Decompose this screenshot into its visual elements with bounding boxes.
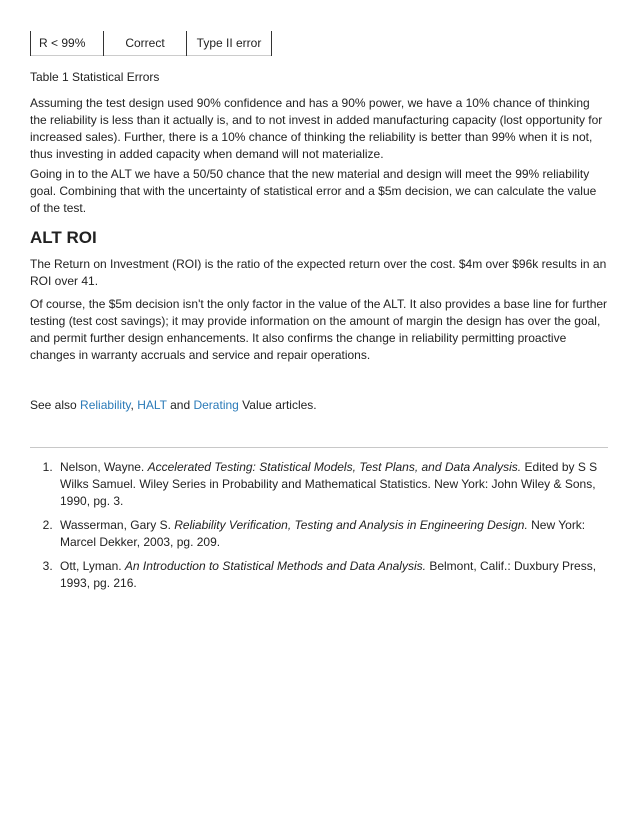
table-caption: Table 1 Statistical Errors — [30, 70, 160, 84]
reference-title: An Introduction to Statistical Methods and Data Analysis. — [124, 559, 426, 573]
reference-details: Edited by S S Wilks Samuel. Wiley Series in Probability and Mathematical Statistics. New York: John Wiley & Sons, 1990, pg. 3. — [60, 460, 598, 508]
reference-author: Nelson, Wayne. — [60, 460, 148, 474]
see-also-suffix: Value articles. — [238, 398, 317, 412]
table-row — [31, 31, 272, 56]
footnote-divider — [30, 447, 608, 448]
section-heading-alt-roi: ALT ROI — [30, 228, 97, 247]
reference-author: Ott, Lyman. — [60, 559, 125, 573]
link-halt[interactable]: HALT — [137, 398, 167, 412]
reference-item — [56, 459, 608, 510]
link-derating[interactable]: Derating — [193, 398, 239, 412]
statistical-errors-table — [30, 31, 272, 56]
reference-details: Belmont, Calif.: Duxbury Press, 1993, pg. 216. — [60, 559, 597, 590]
reference-title: Accelerated Testing: Statistical Models, Test Plans, and Data Analysis. — [147, 460, 522, 474]
references-list — [30, 459, 608, 599]
reference-item — [56, 517, 608, 551]
see-also-line — [30, 397, 608, 414]
link-reliability[interactable]: Reliability — [80, 398, 131, 412]
paragraph-statistical-error: Assuming the test design used 90% confidence and has a 90% power, we have a 10% chance of thinking the reliability is less than it actually is, and to not invest in added manufacturing capacity (lost opportunity for increased sales). Further, there is a 10% chance of thinking the reliability is better than 99% when it is not, thus investing in added capacity when demand will not materialize. — [30, 96, 603, 161]
see-also-prefix: See also — [30, 398, 81, 412]
see-also-separator: and — [166, 398, 194, 412]
table-cell: R < 99% — [31, 31, 104, 56]
reference-item — [56, 558, 608, 592]
reference-title: Reliability Verification, Testing and Analysis in Engineering Design. — [174, 518, 528, 532]
table-cell: Correct — [104, 31, 187, 56]
paragraph-other-value: Of course, the $5m decision isn't the only factor in the value of the ALT. It also provides a base line for further testing (test cost savings); it may provide information on the amount of margin the design has over the goal, and permit further design enhancements. It also confirms the change in reliability permitting proactive changes in warranty accruals and service and repair operations. — [30, 297, 608, 362]
paragraph-decision-value: Going in to the ALT we have a 50/50 chance that the new material and design will meet the 99% reliability goal. Combining that with the uncertainty of statistical error and a $5m decision, we can calculate the value of the test. — [30, 167, 597, 215]
paragraph-roi: The Return on Investment (ROI) is the ratio of the expected return over the cost. $4m over $96k results in an ROI over 41. — [30, 257, 607, 288]
reference-author: Wasserman, Gary S. — [60, 518, 175, 532]
reference-details: New York: Marcel Dekker, 2003, pg. 209. — [60, 518, 586, 549]
table-cell: Type II error — [187, 31, 272, 56]
see-also-separator: , — [130, 398, 138, 412]
